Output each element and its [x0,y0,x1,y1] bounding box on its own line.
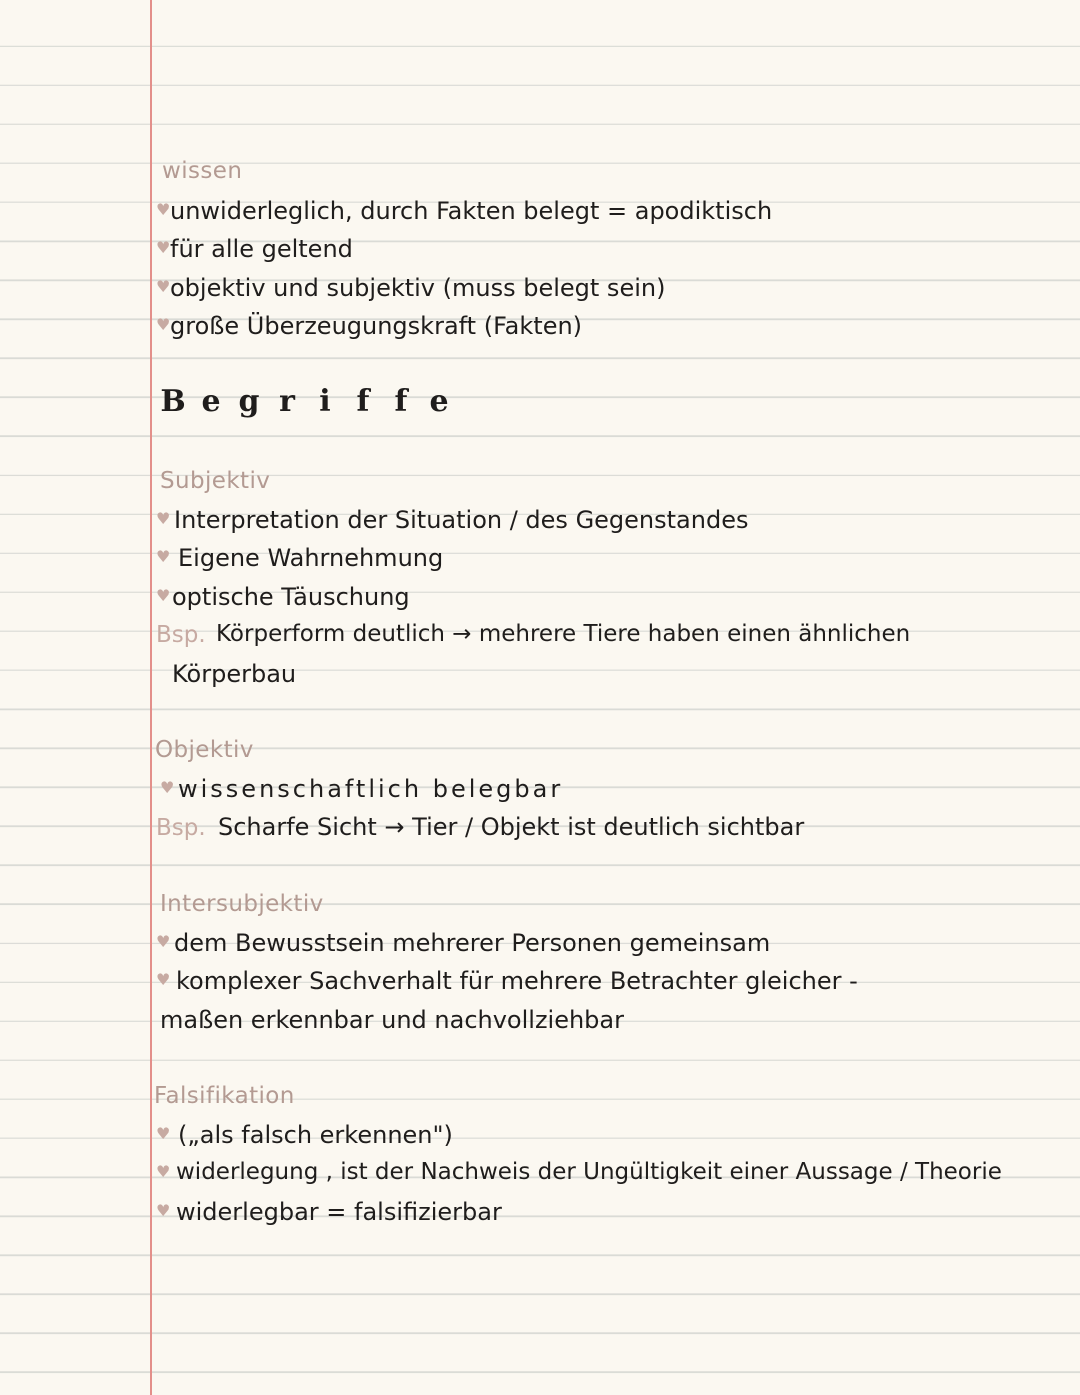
title-letter: B [160,384,186,419]
list-item: widerlegung , ist der Nachweis der Ungültigkeit einer Aussage / Theorie [176,1159,1002,1185]
page-title [160,384,452,419]
list-item: dem Bewusstsein mehrerer Personen gemeinsam [174,929,771,957]
heart-bullet-icon: ♥ [156,238,171,257]
heading-falsifikation: Falsifikation [154,1083,295,1109]
title-letter: e [426,384,452,419]
heart-bullet-icon: ♥ [156,1162,171,1181]
heart-bullet-icon: ♥ [156,315,171,334]
heart-bullet-icon: ♥ [156,970,171,989]
title-letter: e [198,384,224,419]
example-text: Körperform deutlich → mehrere Tiere haben einen ähnlichen [216,621,911,647]
title-letter: f [388,384,414,419]
list-item: optische Täuschung [172,583,410,611]
list-item-continued: maßen erkennbar und nachvollziehbar [160,1006,624,1034]
heading-objektiv: Objektiv [155,737,254,763]
example-label: Bsp. [156,815,206,841]
list-item: Interpretation der Situation / des Gegenstandes [174,506,749,534]
example-text: Scharfe Sicht → Tier / Objekt ist deutlich sichtbar [218,813,805,841]
heart-bullet-icon: ♥ [156,200,171,219]
heart-bullet-icon: ♥ [156,547,171,566]
title-letter: f [350,384,376,419]
example-text-continued: Körperbau [172,660,297,688]
heart-bullet-icon: ♥ [156,932,171,951]
heading-wissen: wissen [162,158,243,184]
title-letter: i [312,384,338,419]
heart-bullet-icon: ♥ [156,586,171,605]
list-item: komplexer Sachverhalt für mehrere Betrachter gleicher - [176,967,858,995]
heading-intersubjektiv: Intersubjektiv [160,891,324,917]
list-item: Eigene Wahrnehmung [178,544,444,572]
title-letter: r [274,384,300,419]
list-item: große Überzeugungskraft (Fakten) [170,312,583,340]
heart-bullet-icon: ♥ [156,509,171,528]
list-item: objektiv und subjektiv (muss belegt sein) [170,274,666,302]
list-item: („als falsch erkennen") [178,1121,453,1149]
heart-bullet-icon: ♥ [156,1124,171,1143]
heading-subjektiv: Subjektiv [160,468,271,494]
margin-line [150,0,152,1395]
list-item: widerlegbar = falsifizierbar [176,1198,502,1226]
list-item: für alle geltend [170,235,353,263]
heart-bullet-icon: ♥ [156,277,171,296]
list-item: wissenschaftlich belegbar [178,775,564,803]
example-label: Bsp. [156,622,206,648]
heart-bullet-icon: ♥ [160,778,175,797]
title-letter: g [238,384,260,419]
heart-bullet-icon: ♥ [156,1201,171,1220]
list-item: unwiderleglich, durch Fakten belegt = apodiktisch [170,197,773,225]
